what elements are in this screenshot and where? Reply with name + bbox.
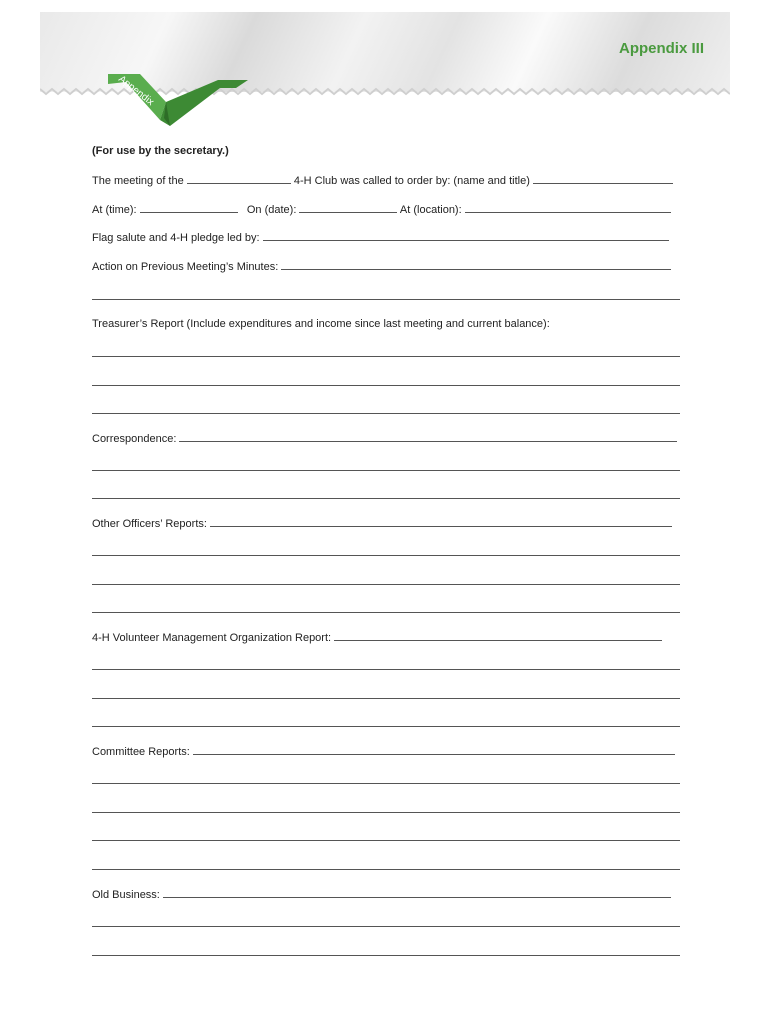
flag-label: Flag salute and 4-H pledge led by:: [92, 232, 260, 244]
volunteer-label: 4-H Volunteer Management Organization Report:: [92, 632, 332, 644]
treasurer-line[interactable]: [92, 413, 680, 414]
flag-blank[interactable]: [263, 230, 669, 241]
volunteer-line[interactable]: [92, 726, 680, 727]
treasurer-line[interactable]: [92, 356, 680, 357]
officers-label: Other Officers’ Reports:: [92, 518, 207, 530]
committee-line[interactable]: [92, 840, 680, 841]
correspondence-line[interactable]: [92, 498, 680, 499]
time-label: At (time):: [92, 204, 137, 216]
minutes-row: [92, 259, 680, 274]
location-blank[interactable]: [465, 202, 671, 213]
meeting-prefix-label: The meeting of the: [92, 175, 184, 187]
meeting-middle-label: 4-H Club was called to order by: (name and title): [293, 175, 530, 187]
committee-line[interactable]: [92, 869, 680, 870]
time-blank[interactable]: [140, 202, 238, 213]
officers-blank[interactable]: [210, 516, 672, 527]
correspondence-label: Correspondence:: [92, 433, 177, 445]
appendix-title: Appendix III: [618, 40, 704, 57]
officers-row: [92, 516, 680, 531]
minutes-blank[interactable]: [281, 259, 671, 270]
officers-line[interactable]: [92, 555, 680, 556]
volunteer-line[interactable]: [92, 698, 680, 699]
old-business-line[interactable]: [92, 955, 680, 956]
committee-label: Committee Reports:: [92, 746, 190, 758]
officers-line[interactable]: [92, 584, 680, 585]
old-business-line[interactable]: [92, 926, 680, 927]
volunteer-line[interactable]: [92, 669, 680, 670]
called-by-blank[interactable]: [533, 173, 673, 184]
correspondence-row: [92, 431, 680, 446]
location-label: At (location):: [399, 204, 462, 216]
treasurer-line[interactable]: [92, 385, 680, 386]
minutes-line[interactable]: [92, 299, 680, 300]
correspondence-blank[interactable]: [179, 431, 677, 442]
page-header: [40, 0, 730, 109]
volunteer-row: [92, 630, 680, 645]
committee-line[interactable]: [92, 783, 680, 784]
old-business-blank[interactable]: [163, 887, 671, 898]
date-label: On (date):: [246, 204, 297, 216]
meeting-row: [92, 173, 680, 188]
ribbon-label: Appendix: [116, 73, 156, 109]
club-name-blank[interactable]: [187, 173, 291, 184]
committee-row: [92, 744, 680, 759]
minutes-label: Action on Previous Meeting’s Minutes:: [92, 261, 279, 273]
date-blank[interactable]: [299, 202, 397, 213]
treasurer-label: Treasurer’s Report (Include expenditures and income since last meeting and current balance):: [92, 318, 550, 330]
committee-blank[interactable]: [193, 744, 675, 755]
volunteer-blank[interactable]: [334, 630, 662, 641]
flag-row: [92, 230, 680, 245]
intro-text: (For use by the secretary.): [92, 145, 229, 157]
old-business-row: [92, 887, 680, 902]
officers-line[interactable]: [92, 612, 680, 613]
committee-line[interactable]: [92, 812, 680, 813]
appendix-ribbon: [108, 72, 248, 130]
correspondence-line[interactable]: [92, 470, 680, 471]
time-date-location-row: [92, 202, 680, 217]
old-business-label: Old Business:: [92, 889, 160, 901]
